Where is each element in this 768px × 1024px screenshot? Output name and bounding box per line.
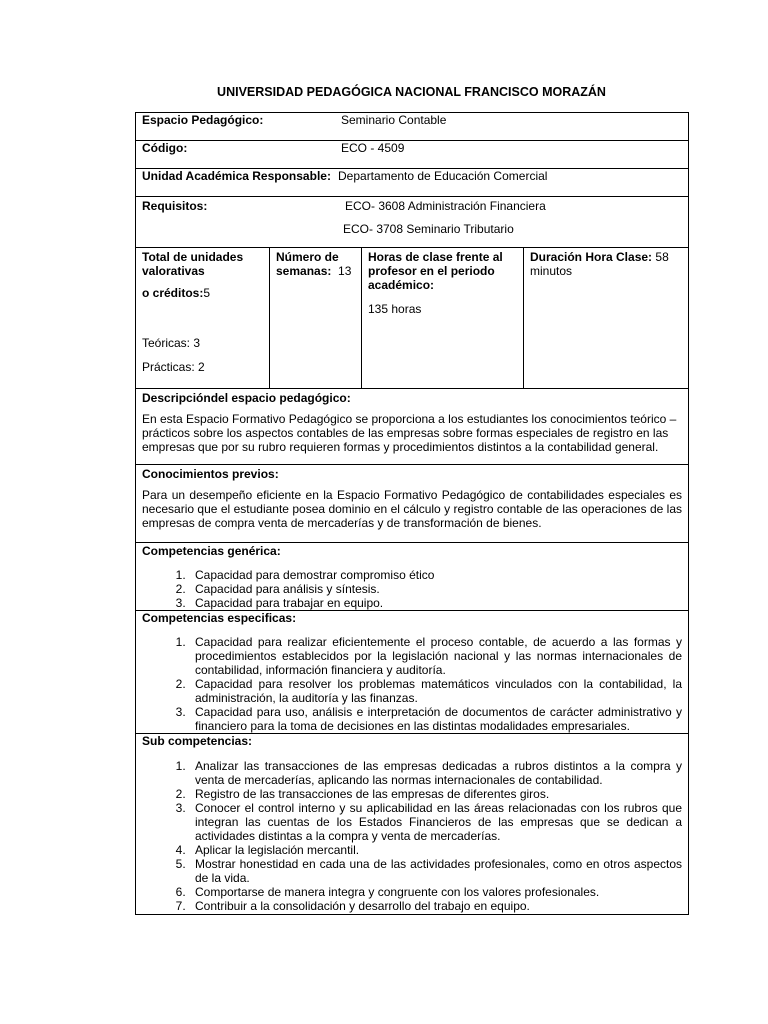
requisito-1: ECO- 3608 Administración Financiera <box>345 199 546 213</box>
requisitos-row <box>136 197 689 248</box>
descripcion-heading: Descripcióndel espacio pedagógico: <box>142 391 351 405</box>
unidad-row <box>136 169 689 197</box>
conocimientos-text: Para un desempeño eficiente en la Espacio Formativo Pedagógico de contabilidades especiales es necesario que el estudiante posea dominio en el cálculo y registro contable de las operaciones de las empresas de compra venta de mercaderías y de transformación de bienes. <box>142 488 683 530</box>
especificas-heading: Competencias especificas: <box>142 611 297 625</box>
list-item: 4. Aplicar la legislación mercantil. <box>189 843 682 857</box>
list-item: 1. Analizar las transacciones de las empresas dedicadas a rubros distintos a la compra y venta de mercaderías, aplicando las normas internacionales de contabilidad. <box>189 759 682 787</box>
requisito-2: ECO- 3708 Seminario Tributario <box>343 222 514 236</box>
page-title: UNIVERSIDAD PEDAGÓGICA NACIONAL FRANCISCO MORAZÁN <box>217 85 606 99</box>
horas-label: Horas de clase frente al profesor en el periodo académico: <box>368 250 503 292</box>
unidad-label: Unidad Académica Responsable: <box>142 169 331 183</box>
list-item: 6. Comportarse de manera integra y congruente con los valores profesionales. <box>189 885 682 899</box>
codigo-row <box>136 141 689 169</box>
list-item: 3. Capacidad para trabajar en equipo. <box>189 596 682 610</box>
espacio-value: Seminario Contable <box>341 113 447 127</box>
especificas-list <box>142 635 682 733</box>
codigo-value: ECO - 4509 <box>341 141 405 155</box>
duracion-value: 58 minutos <box>530 250 669 278</box>
semanas-label: Número de semanas: <box>276 250 339 278</box>
sub-competencias-row <box>136 734 689 915</box>
codigo-label: Código: <box>142 141 188 155</box>
espacio-label: Espacio Pedagógico: <box>142 113 264 127</box>
units-row <box>136 248 689 389</box>
list-item: 2. Capacidad para análisis y síntesis. <box>189 582 682 596</box>
list-item: 2. Registro de las transacciones de las empresas de diferentes giros. <box>189 787 682 801</box>
espacio-row <box>136 113 689 141</box>
list-item: 7. Contribuir a la consolidación y desarrollo del trabajo en equipo. <box>189 899 682 913</box>
requisitos-label: Requisitos: <box>142 199 208 213</box>
total-units-label: Total de unidades valorativas <box>142 250 244 278</box>
unidad-value: Departamento de Educación Comercial <box>338 169 548 183</box>
list-item: 3. Conocer el control interno y su aplicabilidad en las áreas relacionadas con los rubros que integran las cuentas de los Estados Financieros de las empresas que se dedican a actividades distintas a la compra y venta de mercaderías. <box>189 801 682 843</box>
horas-value: 135 horas <box>368 302 422 316</box>
list-item: 5. Mostrar honestidad en cada una de las actividades profesionales, como en otros aspectos de la vida. <box>189 857 682 885</box>
list-item: 1. Capacidad para demostrar compromiso ético <box>189 568 682 582</box>
genericas-list <box>142 568 682 610</box>
practicas: Prácticas: 2 <box>142 360 205 374</box>
creditos-value: 5 <box>203 286 211 300</box>
genericas-row <box>136 543 689 611</box>
creditos-label: o créditos: <box>142 286 204 300</box>
teoricas: Teóricas: 3 <box>142 336 201 350</box>
list-item: 3. Capacidad para uso, análisis e interpretación de documentos de carácter administrativo y financiero para la toma de decisiones en las distintas modalidades empresariales. <box>189 705 682 733</box>
duracion-label: Duración Hora Clase: <box>530 250 653 264</box>
genericas-heading: Competencias genérica: <box>142 544 281 558</box>
semanas-value: 13 <box>338 264 352 278</box>
sub-list <box>142 759 682 913</box>
syllabus-table <box>135 112 689 915</box>
descripcion-text: En esta Espacio Formativo Pedagógico se proporciona a los estudiantes los conocimientos teórico – prácticos sobre los aspectos contables de las empresas sobre formas especiales de registro en las empresas que por su rubro requieren formas y procedimientos distintos a la contabilidad general. <box>142 412 677 454</box>
conocimientos-heading: Conocimientos previos: <box>142 467 279 481</box>
especificas-row <box>136 611 689 734</box>
sub-heading: Sub competencias: <box>142 734 253 748</box>
descripcion-row <box>136 389 689 465</box>
list-item: 2. Capacidad para resolver los problemas matemáticos vinculados con la contabilidad, la administración, la auditoría y las finanzas. <box>189 677 682 705</box>
list-item: 1. Capacidad para realizar eficientemente el proceso contable, de acuerdo a las formas y procedimientos establecidos por la legislación nacional y las normas internacionales de contabilidad, información financiera y auditoría. <box>189 635 682 677</box>
conocimientos-row <box>136 465 689 543</box>
